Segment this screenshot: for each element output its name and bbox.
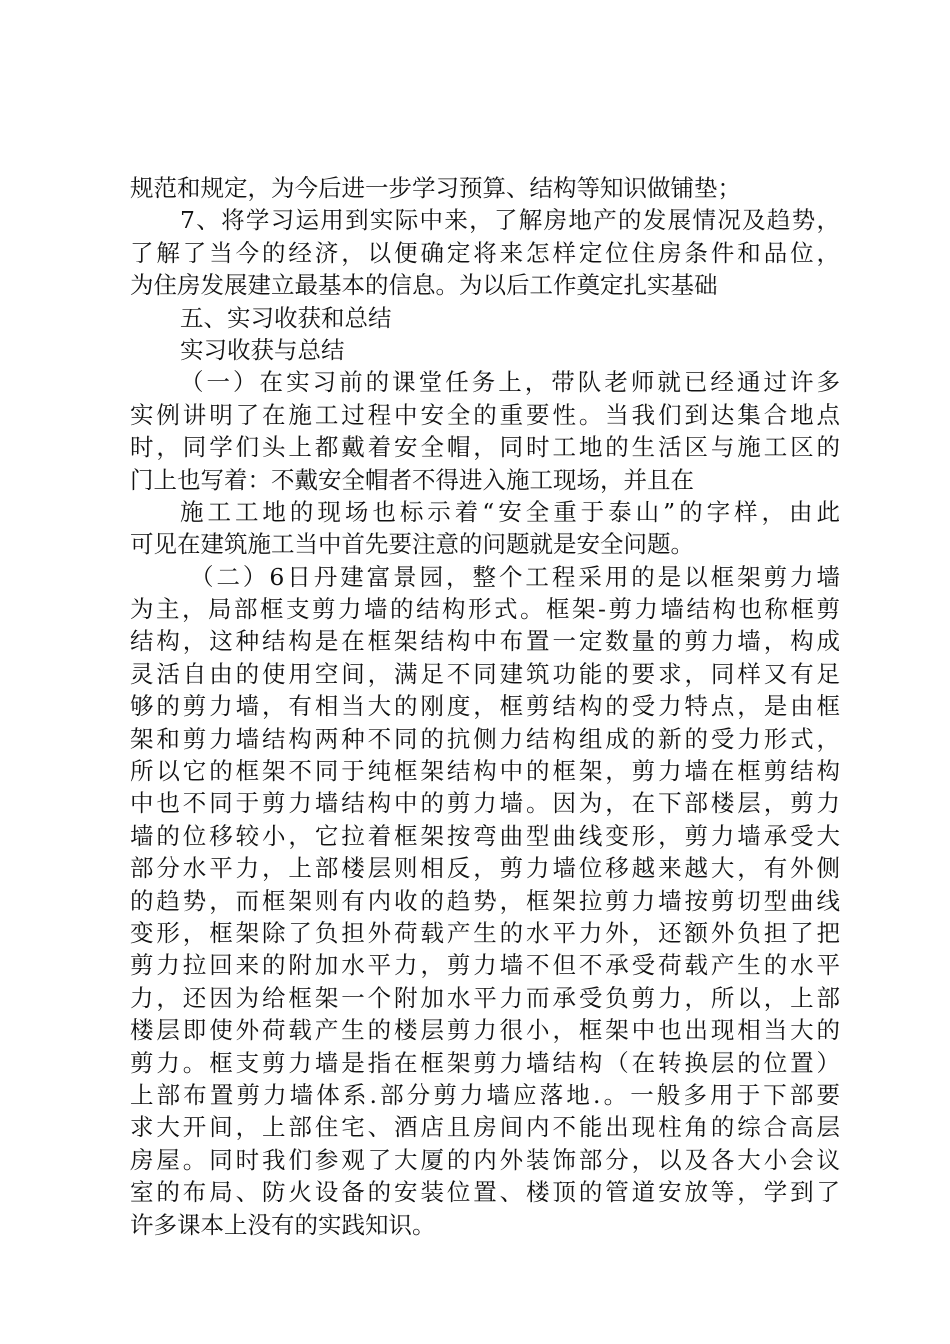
text-line: 变形，框架除了负担外荷载产生的水平力外，还额外负担了把 <box>130 918 840 947</box>
text-line: 部分水平力，上部楼层则相反，剪力墙位移越来越大，有外侧 <box>130 854 840 883</box>
text-line: （二）6日丹建富景园，整个工程采用的是以框架剪力墙 <box>190 562 840 591</box>
text-line: 结构，这种结构是在框架结构中布置一定数量的剪力墙，构成 <box>130 627 840 656</box>
text-line: 门上也写着：不戴安全帽者不得进入施工现场，并且在 <box>130 465 694 494</box>
text-line: 为主，局部框支剪力墙的结构形式。框架-剪力墙结构也称框剪 <box>130 595 840 624</box>
text-line: 墙的位移较小，它拉着框架按弯曲型曲线变形，剪力墙承受大 <box>130 821 840 850</box>
text-line: 中也不同于剪力墙结构中的剪力墙。因为，在下部楼层，剪力 <box>130 789 840 818</box>
text-line: 了解了当今的经济，以便确定将来怎样定位住房条件和品位， <box>130 238 840 267</box>
text-line: 施工工地的现场也标示着“安全重于泰山”的字样，由此 <box>180 497 840 526</box>
text-line: 所以它的框架不同于纯框架结构中的框架，剪力墙在框剪结构 <box>130 757 840 786</box>
text-line: 为住房发展建立最基本的信息。为以后工作奠定扎实基础 <box>130 271 718 300</box>
text-line: 求大开间，上部住宅、酒店且房间内不能出现柱角的综合高层 <box>130 1113 840 1142</box>
text-line: 实例讲明了在施工过程中安全的重要性。当我们到达集合地点 <box>130 400 840 429</box>
text-line: 时，同学们头上都戴着安全帽，同时工地的生活区与施工区的 <box>130 433 840 462</box>
text-line: 的趋势，而框架则有内收的趋势，框架拉剪力墙按剪切型曲线 <box>130 886 840 915</box>
text-line: 灵活自由的使用空间，满足不同建筑功能的要求，同样又有足 <box>130 659 840 688</box>
text-line: 7、将学习运用到实际中来，了解房地产的发展情况及趋势， <box>180 206 840 235</box>
text-line: 够的剪力墙，有相当大的刚度，框剪结构的受力特点，是由框 <box>130 692 840 721</box>
text-line: 许多课本上没有的实践知识。 <box>130 1210 436 1239</box>
text-line: 规范和规定，为今后进一步学习预算、结构等知识做铺垫； <box>130 174 741 202</box>
text-line: （一）在实习前的课堂任务上，带队老师就已经通过许多 <box>180 368 840 397</box>
section-heading: 五、实习收获和总结 <box>180 303 392 332</box>
text-line: 力，还因为给框架一个附加水平力而承受负剪力，所以，上部 <box>130 983 840 1012</box>
text-line: 楼层即使外荷载产生的楼层剪力很小，框架中也出现相当大的 <box>130 1016 840 1045</box>
text-line: 可见在建筑施工当中首先要注意的问题就是安全问题。 <box>130 530 694 559</box>
text-line: 架和剪力墙结构两种不同的抗侧力结构组成的新的受力形式， <box>130 724 840 753</box>
text-line: 室的布局、防火设备的安装位置、楼顶的管道安放等，学到了 <box>130 1178 840 1207</box>
text-line: 剪力拉回来的附加水平力，剪力墙不但不承受荷载产生的水平 <box>130 951 840 980</box>
text-line: 上部布置剪力墙体系.部分剪力墙应落地.。一般多用于下部要 <box>130 1080 840 1109</box>
subsection-heading: 实习收获与总结 <box>180 335 345 364</box>
text-line: 剪力。框支剪力墙是指在框架剪力墙结构（在转换层的位置） <box>130 1048 840 1077</box>
text-line: 房屋。同时我们参观了大厦的内外装饰部分，以及各大小会议 <box>130 1145 840 1174</box>
document-body <box>130 172 840 1241</box>
